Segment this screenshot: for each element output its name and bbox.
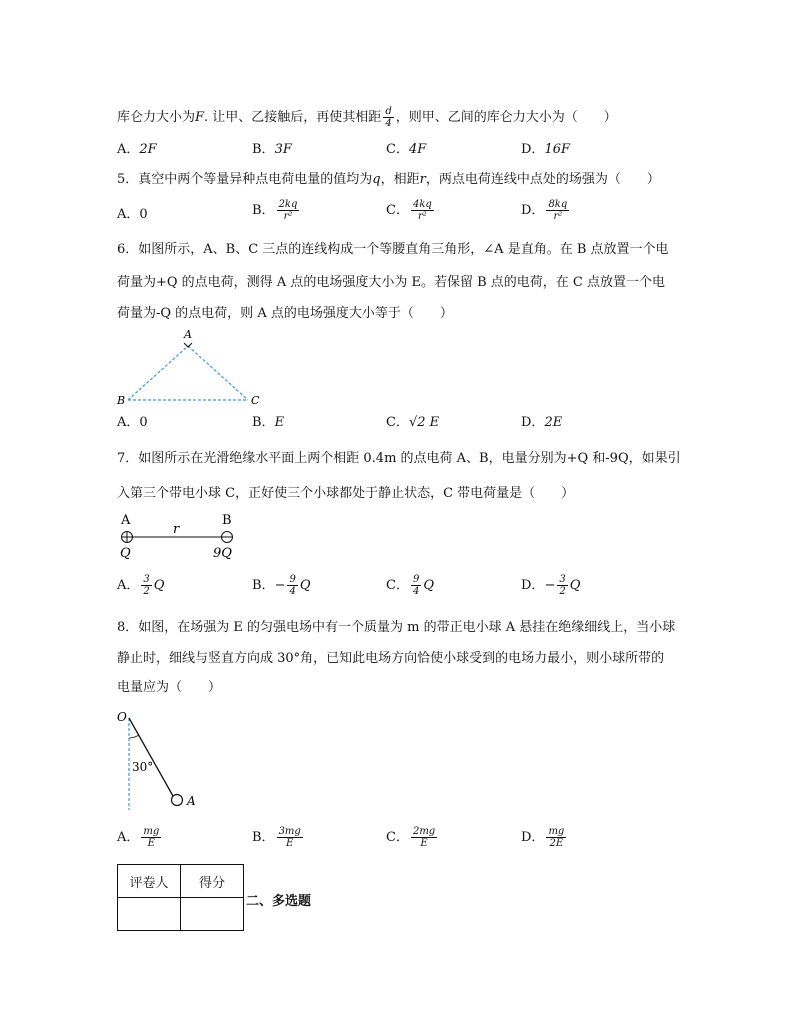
- q8-opt-b-frac: [277, 826, 303, 849]
- q5-opt-c-frac: [411, 199, 434, 222]
- q4-line1: [117, 106, 617, 129]
- q7-label-9q: 9Q: [213, 546, 232, 561]
- q5-option-b[interactable]: [252, 199, 301, 222]
- q6-option-d[interactable]: [521, 415, 562, 431]
- q8-line-2: 静止时，细线与竖直方向成 30°角，已知此电场方向恰使小球受到的电场力最小，则小球所带的: [117, 651, 665, 666]
- q7-opt-d-frac: [557, 574, 567, 597]
- q7-opt-c-frac: [411, 574, 421, 597]
- q7-option-d[interactable]: [521, 574, 580, 597]
- q8-ball: [172, 795, 183, 806]
- q8-opt-c-den: E: [420, 838, 428, 849]
- q4-option-d[interactable]: [521, 142, 570, 158]
- q8-label-o: O: [117, 710, 127, 724]
- q4-option-a[interactable]: [117, 142, 157, 158]
- q8-option-b[interactable]: [252, 826, 305, 849]
- q8-opt-b-den: E: [286, 838, 294, 849]
- q5-stem: [117, 172, 660, 188]
- q7-opt-d-sign: −: [544, 578, 556, 593]
- q8-line-1: 8．如图，在场强为 E 的匀强电场中有一个质量为 m 的带正电小球 A 悬挂在绝缘细线上，当小球: [117, 620, 676, 635]
- q7-opt-a-den: 2: [143, 586, 150, 597]
- q7-opt-a-q: Q: [153, 578, 165, 593]
- q4-opt-a-label: A．: [117, 142, 140, 157]
- q7-opt-b-den: 4: [289, 586, 296, 597]
- q6-opt-b-value: E: [274, 415, 285, 430]
- q8-line-3: 电量应为（ ）: [117, 680, 222, 695]
- q6-label-a: A: [184, 328, 192, 341]
- q7-charges-figure: [115, 512, 255, 564]
- q8-opt-b-num: 3mg: [278, 826, 301, 837]
- q5-opt-b-den: r²: [283, 211, 293, 222]
- q5-opt-c-num: 4kq: [412, 199, 432, 210]
- q8-opt-d-num: mg: [548, 826, 565, 837]
- q6-option-b[interactable]: [252, 415, 284, 431]
- q8-opt-d-label: D．: [521, 830, 545, 845]
- q6-edge-ac: [188, 346, 248, 400]
- q5-opt-a-label: A．: [117, 207, 140, 222]
- q4-opt-b-value: 3F: [274, 142, 292, 157]
- q7-opt-a-frac: [141, 574, 151, 597]
- q4-opt-c-label: C．: [386, 142, 409, 157]
- score-table-score-cell[interactable]: [181, 898, 244, 931]
- q8-pendulum-figure: [115, 708, 215, 812]
- q7-opt-c-q: Q: [423, 578, 434, 593]
- q7-opt-d-label: D．: [521, 578, 545, 593]
- q7-opt-a-label: A．: [117, 578, 140, 593]
- q5-option-c[interactable]: [386, 199, 436, 222]
- q8-option-a[interactable]: [117, 826, 163, 849]
- q5-opt-b-num: 2kq: [278, 199, 298, 210]
- q7-label-r: r: [173, 522, 180, 537]
- q5-opt-a-value: 0: [139, 207, 148, 222]
- q6-edge-ab: [128, 346, 188, 400]
- q5-opt-d-label: D．: [521, 203, 545, 218]
- q8-opt-c-frac: [411, 826, 437, 849]
- q7-opt-b-frac: [287, 574, 297, 597]
- score-table-score-header: 得分: [181, 865, 244, 898]
- q5-opt-c-den: r²: [417, 211, 427, 222]
- q7-opt-b-q: Q: [299, 578, 311, 593]
- q6-line-1: 6．如图所示，A、B、C 三点的连线构成一个等腰直角三角形，∠A 是直角。在 B 点放置一个电: [117, 242, 669, 257]
- q7-opt-c-label: C．: [386, 578, 409, 593]
- q6-opt-c-value: √2 E: [408, 415, 440, 430]
- q5-opt-b-frac: [277, 199, 300, 222]
- q8-opt-d-frac: [546, 826, 566, 849]
- q6-opt-b-label: B．: [252, 415, 275, 430]
- q5-opt-d-den: r²: [553, 211, 563, 222]
- q7-opt-b-sign: −: [274, 578, 286, 593]
- q6-option-c[interactable]: [386, 415, 439, 431]
- score-table: [117, 864, 244, 931]
- q6-right-angle-mark: [184, 343, 192, 347]
- q4-frac-den: 4: [385, 118, 392, 129]
- score-table-grader-cell[interactable]: [118, 898, 181, 931]
- q8-thread: [129, 718, 173, 796]
- q4-text-mid: . 让甲、乙接触后，再使其相距: [204, 110, 382, 125]
- q4-opt-b-label: B．: [252, 142, 275, 157]
- q4-opt-d-label: D．: [521, 142, 545, 157]
- q6-label-b: B: [117, 394, 126, 407]
- q6-label-c: C: [251, 394, 260, 407]
- q4-frac-num: d: [385, 106, 392, 117]
- q7-opt-b-label: B．: [252, 578, 275, 593]
- q4-text-post: ，则甲、乙间的库仑力大小为（ ）: [395, 110, 617, 125]
- q8-label-angle: 30°: [132, 760, 154, 774]
- q8-angle-arc: [129, 735, 139, 738]
- q7-opt-a-num: 3: [143, 574, 150, 585]
- q8-option-d[interactable]: [521, 826, 568, 849]
- q8-option-c[interactable]: [386, 826, 439, 849]
- q7-line-1: 7．如图所示在光滑绝缘水平面上两个相距 0.4m 的点电荷 A、B，电量分别为+Q 和-9Q，如果引: [117, 451, 681, 466]
- q6-opt-d-value: 2E: [544, 415, 563, 430]
- q4-opt-c-value: 4F: [408, 142, 427, 157]
- q8-opt-b-label: B．: [252, 830, 275, 845]
- q5-option-a[interactable]: [117, 207, 148, 223]
- q7-option-a[interactable]: [117, 574, 164, 597]
- q5-text-1: 5．真空中两个等量异种点电荷电量的值均为: [117, 172, 373, 187]
- q5-opt-d-frac: [546, 199, 569, 222]
- q6-opt-a-label: A．: [117, 415, 140, 430]
- q6-line-3: 荷量为-Q 的点电荷，则 A 点的电场强度大小等于（ ）: [117, 306, 453, 321]
- q7-option-b[interactable]: [252, 574, 311, 597]
- q6-line-2: 荷量为+Q 的点电荷，测得 A 点的电场强度大小为 E。若保留 B 点的电荷，在 C 点放置一个电: [117, 275, 665, 290]
- q8-opt-d-den: 2E: [549, 838, 564, 849]
- q5-text-2: ，相距: [380, 172, 420, 187]
- q4-text-pre: 库仑力大小为: [117, 110, 196, 125]
- q7-label-a: A: [121, 513, 131, 528]
- q8-opt-c-num: 2mg: [412, 826, 436, 837]
- q5-opt-c-label: C．: [386, 203, 409, 218]
- q7-opt-d-num: 3: [559, 574, 566, 585]
- q7-opt-c-num: 9: [412, 574, 420, 585]
- q6-option-a[interactable]: [117, 415, 148, 431]
- q7-label-b: B: [222, 513, 232, 528]
- q5-text-3: ，两点电荷连线中点处的场强为（ ）: [425, 172, 660, 187]
- q8-opt-a-label: A．: [117, 830, 140, 845]
- score-table-input-row: [118, 898, 244, 931]
- q7-opt-d-den: 2: [559, 586, 566, 597]
- q6-opt-a-value: 0: [139, 415, 148, 430]
- score-table-header-row: [118, 865, 244, 898]
- q6-opt-d-label: D．: [521, 415, 545, 430]
- q8-label-a: A: [187, 794, 196, 808]
- q7-label-q: Q: [120, 546, 131, 561]
- section-title-multiple-choice: 二、多选题: [246, 894, 312, 909]
- q6-opt-c-label: C．: [386, 415, 409, 430]
- q5-option-d[interactable]: [521, 199, 571, 222]
- q5-opt-b-label: B．: [252, 203, 275, 218]
- q4-option-b[interactable]: [252, 142, 292, 158]
- q4-fraction: [383, 106, 393, 129]
- q5-opt-d-num: 8kq: [548, 199, 568, 210]
- q8-opt-c-label: C．: [386, 830, 409, 845]
- q5-q: q: [372, 172, 381, 187]
- q7-option-c[interactable]: [386, 574, 434, 597]
- q4-F: F: [195, 110, 205, 125]
- q4-opt-a-value: 2F: [139, 142, 157, 157]
- score-table-grader-header: 评卷人: [118, 865, 181, 898]
- q7-opt-d-q: Q: [569, 578, 581, 593]
- q6-triangle-figure: [115, 326, 275, 406]
- q7-opt-c-den: 4: [412, 586, 420, 597]
- q4-opt-d-value: 16F: [544, 142, 570, 157]
- q5-r: r: [419, 172, 426, 187]
- q8-opt-a-den: E: [147, 838, 155, 849]
- q7-line-2: 入第三个带电小球 C，正好使三个小球都处于静止状态，C 带电荷量是（ ）: [117, 486, 575, 501]
- q4-option-c[interactable]: [386, 142, 426, 158]
- q8-opt-a-frac: [141, 826, 161, 849]
- q7-opt-b-num: 9: [289, 574, 296, 585]
- q8-opt-a-num: mg: [143, 826, 160, 837]
